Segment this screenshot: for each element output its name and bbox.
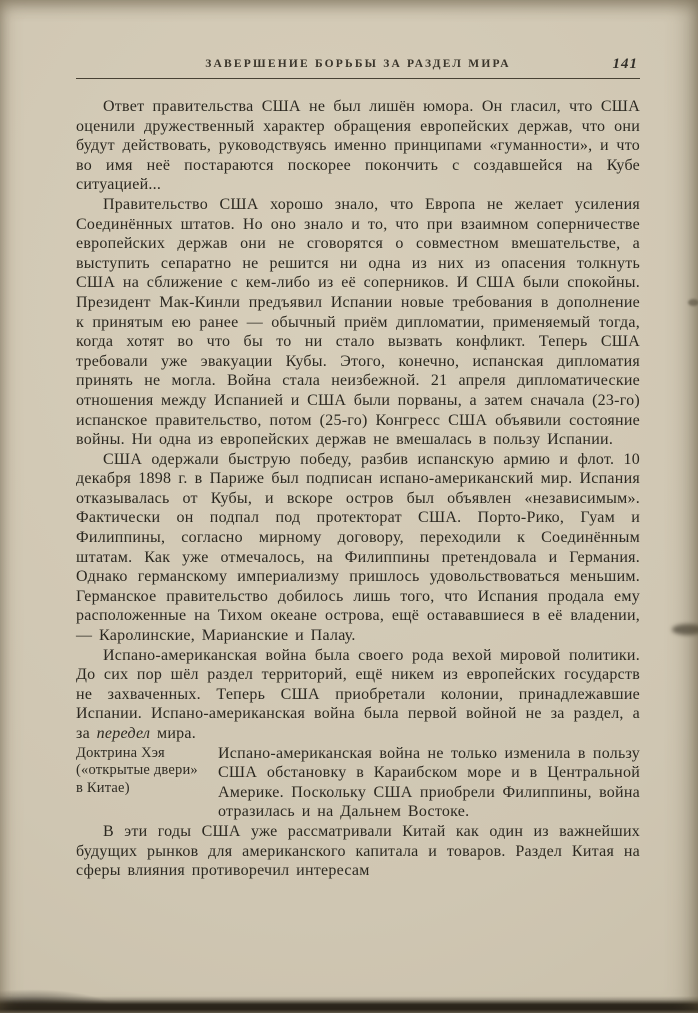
page-bottom-edge [0, 996, 698, 1013]
paragraph-4 [76, 646, 640, 744]
sidenote-label: Доктрина Хэя («открытые двери» в Китае) [76, 744, 198, 796]
sidenote-section [76, 744, 640, 822]
page-body [76, 97, 640, 881]
paragraph-2: Правительство США хорошо знало, что Европа не желает усиления Соединённых штатов. Но оно знало и то, что при взаимном соперничестве европейских держав они не сговорятся о совместном вмешательстве, а выступить сепаратно не решится ни одна из них из опасения толкнуть США на сближение с кем-либо из её соперников. И США были спокойны. Президент Мак-Кинли предъявил Испании новые требования в дополнение к принятым ею ранее — обычный приём дипломатии, применяемый тогда, когда хотят во что бы то ни стало вызвать конфликт. Теперь США требовали уже эвакуации Кубы. Этого, конечно, испанская дипломатия принять не могла. Война стала неизбежной. 21 апреля дипломатические отношения между Испанией и США были порваны, а затем сначала (23-го) испанское правительство, потом (25-го) Конгресс США объявили состояние войны. Ни одна из европейских держав не вмешалась в пользу Испании. [76, 195, 640, 449]
ink-smudge-small [688, 299, 698, 306]
paragraph-4-italic-word: передел [96, 725, 151, 742]
paragraph-4-text: Испано-американская война была своего рода вехой мировой политики. До сих пор шёл раздел территорий, ещё никем из европейских государств не захваченных. Теперь США приобретали колонии, принадлежавшие Испании. Испано-американская война была первой войной не за раздел, а за [76, 646, 640, 742]
paragraph-3: США одержали быструю победу, разбив испанскую армию и флот. 10 декабря 1898 г. в Париже был подписан испано-американский мир. Испания отказывалась от Кубы, и вскоре остров был объявлен «независимым». Фактически он подпал под протекторат США. Порто-Рико, Гуам и Филиппины, согласно мирному договору, переходили к Соединённым штатам. Как уже отмечалось, на Филиппины претендовала и Германия. Однако германскому империализму пришлось удовольствоваться меньшим. Германское правительство добилось лишь того, что Испания продала ему расположенные на Тихом океане острова, ещё остававшиеся в её владении, — Каролинские, Марианские и Палау. [76, 450, 640, 645]
paragraph-4-tail: мира. [150, 725, 196, 742]
page-number: 141 [612, 56, 638, 72]
running-head-title: ЗАВЕРШЕНИЕ БОРЬБЫ ЗА РАЗДЕЛ МИРА [205, 58, 511, 70]
ink-smudge [672, 624, 698, 635]
paragraph-5: Испано-американская война не только изменила в пользу США обстановку в Караибском море и в Центральной Америке. Поскольку США приобрели Филиппины, война отразилась и на Дальнем Востоке. [218, 744, 640, 821]
running-head [76, 54, 640, 79]
paragraph-1: Ответ правительства США не был лишён юмора. Он гласил, что США оценили дружественный характер обращения европейских держав, что они будут действовать, руководствуясь именно принципами «гуманности», и что во имя неё постараются поскорее покончить с создавшейся на Кубе ситуацией... [76, 98, 640, 194]
paragraph-6: В эти годы США уже рассматривали Китай как один из важнейших будущих рынков для американского капитала и товаров. Раздел Китая на сферы влияния противоречил интересам [76, 822, 640, 880]
